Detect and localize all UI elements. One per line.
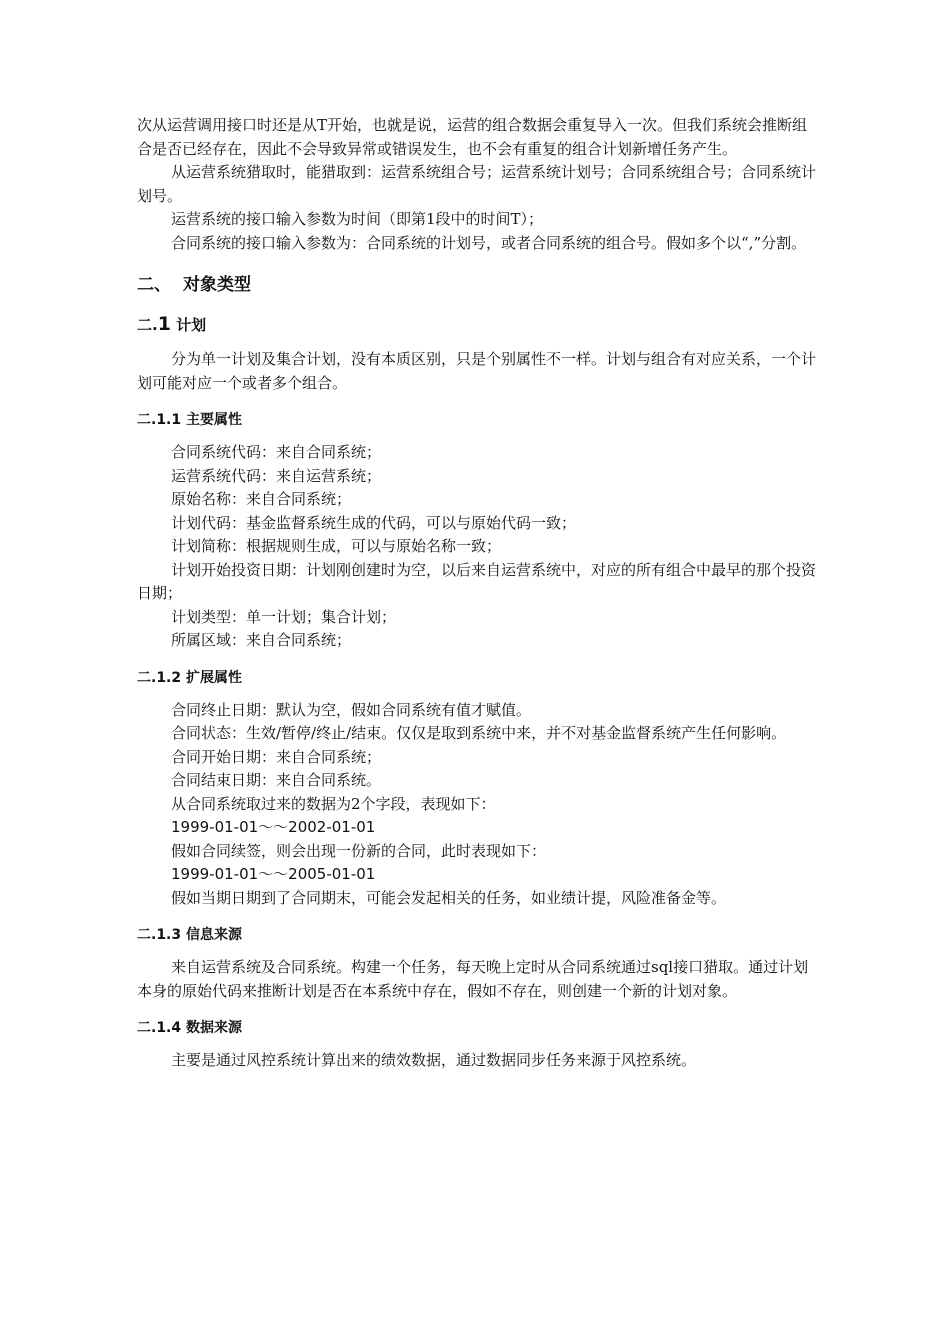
attribute-line: 假如当期日期到了合同期末，可能会发起相关的任务，如业绩计提，风险准备金等。 — [171, 888, 727, 907]
subsection-number-digit: 1 — [157, 313, 171, 335]
section-number: 二、 — [137, 275, 171, 295]
data-source-paragraph: 主要是通过风控系统计算出来的绩效数据，通过数据同步任务来源于风控系统。 — [171, 1051, 697, 1069]
plan-description: 分为单一计划及集合计划，没有本质区别，只是个别属性不一样。计划与组合有对应关系，一个计划可能对应一个或者多个组合。 — [137, 350, 817, 392]
information-source-paragraph: 来自运营系统及合同系统。构建一个任务，每天晚上定时从合同系统通过sql接口猎取。通过计划本身的原始代码来推断计划是否在本系统中存在，假如不存在，则创建一个新的计划对象。 — [137, 958, 809, 1000]
attribute-line: 原始名称：来自合同系统； — [171, 490, 352, 508]
intro-paragraph-4: 合同系统的接口输入参数为：合同系统的计划号，或者合同系统的组合号。假如多个以“,”分割。 — [171, 233, 807, 252]
date-range-line: 1999-01-01～～2002-01-01 — [171, 818, 376, 836]
attribute-line: 合同结束日期：来自合同系统。 — [171, 771, 382, 789]
attribute-line: 假如合同续签，则会出现一份新的合同，此时表现如下： — [171, 841, 547, 860]
attribute-line: 合同终止日期：默认为空，假如合同系统有值才赋值。 — [171, 700, 532, 719]
heading-data-source: 二.1.4 数据来源 — [137, 1020, 242, 1036]
attribute-line: 运营系统代码：来自运营系统； — [171, 466, 382, 485]
subsection-number-prefix: 二. — [137, 316, 158, 334]
attribute-line: 合同开始日期：来自合同系统； — [171, 747, 382, 766]
intro-paragraph-1: 次从运营调用接口时还是从T开始，也就是说，运营的组合数据会重复导入一次。但我们系统会推断组合是否已经存在，因此不会导致异常或错误发生，也不会有重复的组合计划新增任务产生。 — [137, 116, 808, 158]
date-range-line: 1999-01-01～～2005-01-01 — [171, 865, 376, 883]
section-title: 对象类型 — [183, 275, 251, 295]
heading-extended-attributes: 二.1.2 扩展属性 — [137, 669, 242, 686]
attribute-line: 合同系统代码：来自合同系统； — [171, 443, 382, 461]
document-body — [137, 114, 817, 1073]
intro-paragraph-3: 运营系统的接口输入参数为时间（即第1段中的时间T）； — [171, 210, 544, 228]
intro-paragraph-2: 从运营系统猎取时，能猎取到：运营系统组合号；运营系统计划号；合同系统组合号；合同系统计划号。 — [137, 163, 817, 205]
attribute-line: 计划简称：根据规则生成，可以与原始名称一致； — [171, 537, 502, 555]
attribute-line: 计划代码：基金监督系统生成的代码，可以与原始代码一致； — [171, 513, 577, 532]
subsection-heading-plan — [137, 313, 817, 336]
main-attributes-list — [137, 441, 817, 653]
extended-attributes-list — [137, 699, 817, 911]
subsection-title: 计划 — [176, 316, 207, 334]
heading-information-source: 二.1.3 信息来源 — [137, 927, 242, 943]
heading-main-attributes: 二.1.1 主要属性 — [137, 412, 242, 428]
attribute-line: 从合同系统取过来的数据为2个字段，表现如下： — [171, 794, 496, 813]
attribute-line: 计划开始投资日期：计划刚创建时为空，以后来自运营系统中，对应的所有组合中最早的那个投资日期； — [137, 560, 817, 602]
section-heading-object-types — [137, 273, 817, 297]
attribute-line: 合同状态：生效/暂停/终止/结束。仅仅是取到系统中来，并不对基金监督系统产生任何影响。 — [171, 724, 787, 742]
attribute-line: 计划类型：单一计划；集合计划； — [171, 607, 397, 626]
attribute-line: 所属区域：来自合同系统； — [171, 631, 352, 649]
